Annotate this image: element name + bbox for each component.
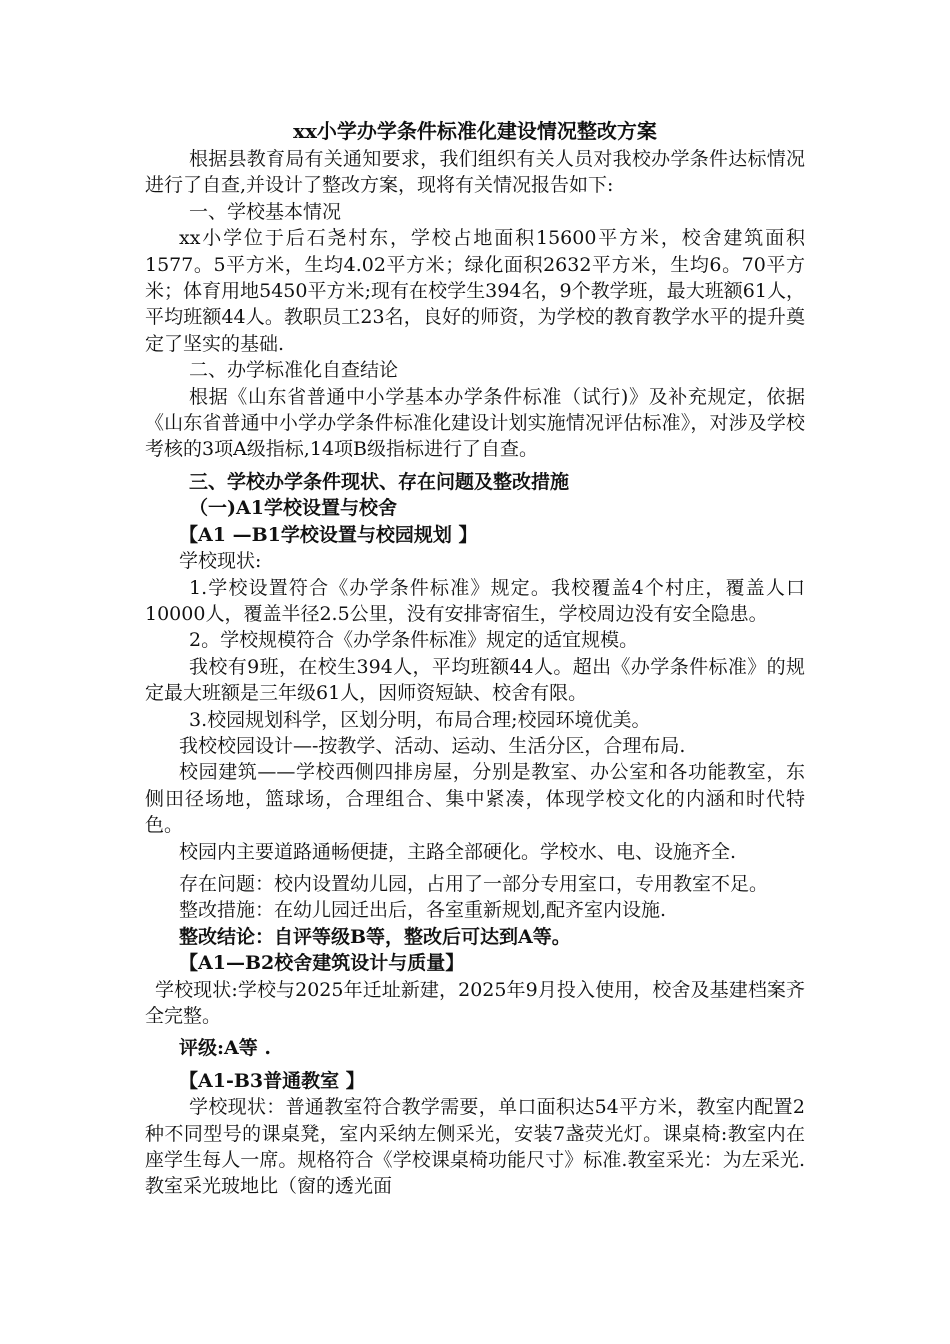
b1-conclusion: 整改结论：自评等级B等，整改后可达到A等。: [179, 925, 571, 948]
subsection1-heading: （一)A1学校设置与校舍: [189, 497, 397, 520]
b1-buildings: 校园建筑——学校西侧四排房屋，分别是教室、办公室和各功能教室，东侧田径场地，篮球场，合理组合、集中紧凑，体现学校文化的内涵和时代特色。: [145, 761, 805, 837]
intro-paragraph: 根据县教育局有关通知要求，我们组织有关人员对我校办学条件达标情况进行了自查,并设计了整改方案，现将有关情况报告如下:: [145, 148, 805, 197]
b3-body: 学校现状：普通教室符合教学需要，单口面积达54平方米，教室内配置2种不同型号的课桌凳，室内采纳左侧采光，安装7盏荧光灯。课桌椅:教室内在座学生每人一席。规格符合《学校课桌椅功能尺寸》标准.教室采光：为左采光.教室采光玻地比（窗的透光面: [145, 1096, 805, 1198]
document-title: xx小学办学条件标准化建设情况整改方案: [293, 119, 657, 143]
b1-status-label: 学校现状:: [179, 550, 262, 573]
b1-design: 我校校园设计—-按教学、活动、运动、生活分区，合理布局.: [179, 734, 686, 757]
b1-item2: 2。学校规模符合《办学条件标准》规定的适宜规模。: [189, 629, 639, 652]
section1-heading: 一、学校基本情况: [189, 200, 342, 223]
b2-body: 学校现状:学校与2025年迁址新建，2025年9月投入使用，校舍及基建档案齐全完整。: [145, 978, 805, 1027]
b1-item1: 1.学校设置符合《办学条件标准》规定。我校覆盖4个村庄，覆盖人口10000人，覆盖半径2.5公里，没有安排寄宿生，学校周边没有安全隐患。: [145, 576, 805, 625]
b1-item2-detail: 我校有9班，在校生394人，平均班额44人。超出《办学条件标准》的规定最大班额是三年级61人，因师资短缺、校舍有限。: [145, 655, 805, 705]
b1-measure: 整改措施：在幼儿园迁出后，各室重新规划,配齐室内设施.: [179, 899, 667, 922]
section2-body: 根据《山东省普通中小学基本办学条件标准（试行)》及补充规定，依据《山东省普通中小学办学条件标准化建设计划实施情况评估标准》，对涉及学校考核的3项A级指标,14项B级指标进行了自查。: [145, 385, 805, 461]
section2-heading: 二、办学标准化自查结论: [189, 359, 399, 382]
b1-item3: 3.校园规划科学，区划分明，布局合理;校园环境优美。: [189, 708, 651, 731]
b1-heading: 【A1 —B1学校设置与校园规划 】: [179, 523, 478, 546]
b3-heading: 【A1-B3普通教室 】: [179, 1069, 365, 1092]
b2-heading: 【A1—B2校舍建筑设计与质量】: [179, 952, 465, 975]
b2-grade: 评级:A等 .: [179, 1037, 271, 1060]
section1-body: xx小学位于后石尧村东，学校占地面积15600平方米，校舍建筑面积1577。5平方米，生均4.02平方米；绿化面积2632平方米，生均6。70平方米；体育用地5450平方米;现有在校学生394名，9个教学班，最大班额61人，平均班额44人。教职员工23名，良好的师资，为学校的教育教学水平的提升奠定了坚实的基础.: [145, 227, 805, 355]
section3-heading: 三、学校办学条件现状、存在问题及整改措施: [189, 470, 570, 493]
b1-roads: 校园内主要道路通畅便捷，主路全部硬化。学校水、电、设施齐全.: [179, 840, 737, 863]
b1-problem: 存在问题：校内设置幼儿园，占用了一部分专用室口，专用教室不足。: [179, 872, 769, 895]
